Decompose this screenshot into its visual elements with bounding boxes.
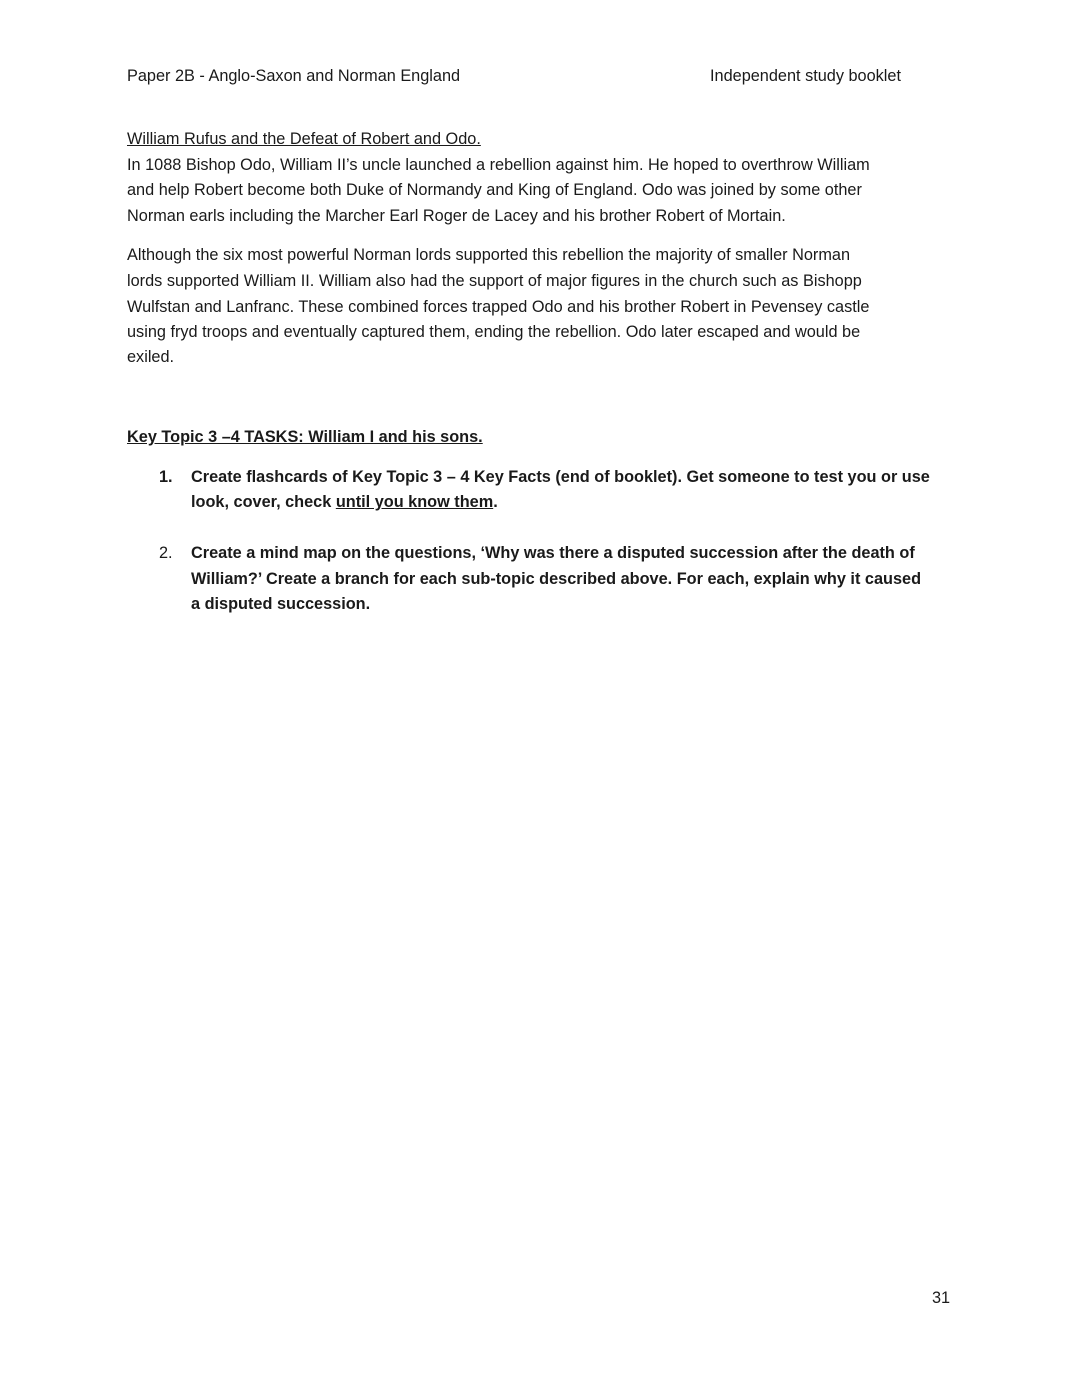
- page-number: 31: [932, 1289, 951, 1307]
- para1-line: and help Robert become both Duke of Normandy and King of England. Odo was joined by some other: [127, 181, 862, 199]
- text: look, cover, check: [191, 493, 336, 511]
- task-2-line: a disputed succession.: [191, 595, 371, 613]
- text: .: [493, 493, 498, 511]
- section-heading: William Rufus and the Defeat of Robert and Odo.: [127, 130, 481, 148]
- task-2-line: Create a mind map on the questions, ‘Why was there a disputed succession after the death of: [191, 544, 915, 562]
- para2-line: using fryd troops and eventually captured them, ending the rebellion. Odo later escaped and would be: [127, 323, 861, 341]
- para1-line: Norman earls including the Marcher Earl Roger de Lacey and his brother Robert of Mortain.: [127, 207, 786, 225]
- para1-line: In 1088 Bishop Odo, William II’s uncle launched a rebellion against him. He hoped to overthrow William: [127, 156, 870, 174]
- header-left: Paper 2B - Anglo-Saxon and Norman England: [127, 67, 461, 85]
- para2-line: lords supported William II. William also had the support of major figures in the church such as Bishopp: [127, 272, 862, 290]
- task-1-number: 1.: [159, 468, 173, 486]
- tasks-heading: Key Topic 3 –4 TASKS: William I and his sons.: [127, 428, 483, 446]
- task-1-line: [191, 492, 498, 512]
- task-1-line: Create flashcards of Key Topic 3 – 4 Key Facts (end of booklet). Get someone to test you or use: [191, 468, 930, 486]
- emphasis: until you know them: [335, 493, 494, 511]
- task-2-line: William?’ Create a branch for each sub-topic described above. For each, explain why it caused: [191, 570, 922, 588]
- para2-line: Although the six most powerful Norman lords supported this rebellion the majority of smaller Norman: [127, 246, 851, 264]
- para2-line: exiled.: [127, 348, 175, 366]
- task-2-number: 2.: [159, 544, 173, 562]
- header-right: Independent study booklet: [710, 67, 902, 85]
- para2-line: Wulfstan and Lanfranc. These combined forces trapped Odo and his brother Robert in Pevensey castle: [127, 298, 870, 316]
